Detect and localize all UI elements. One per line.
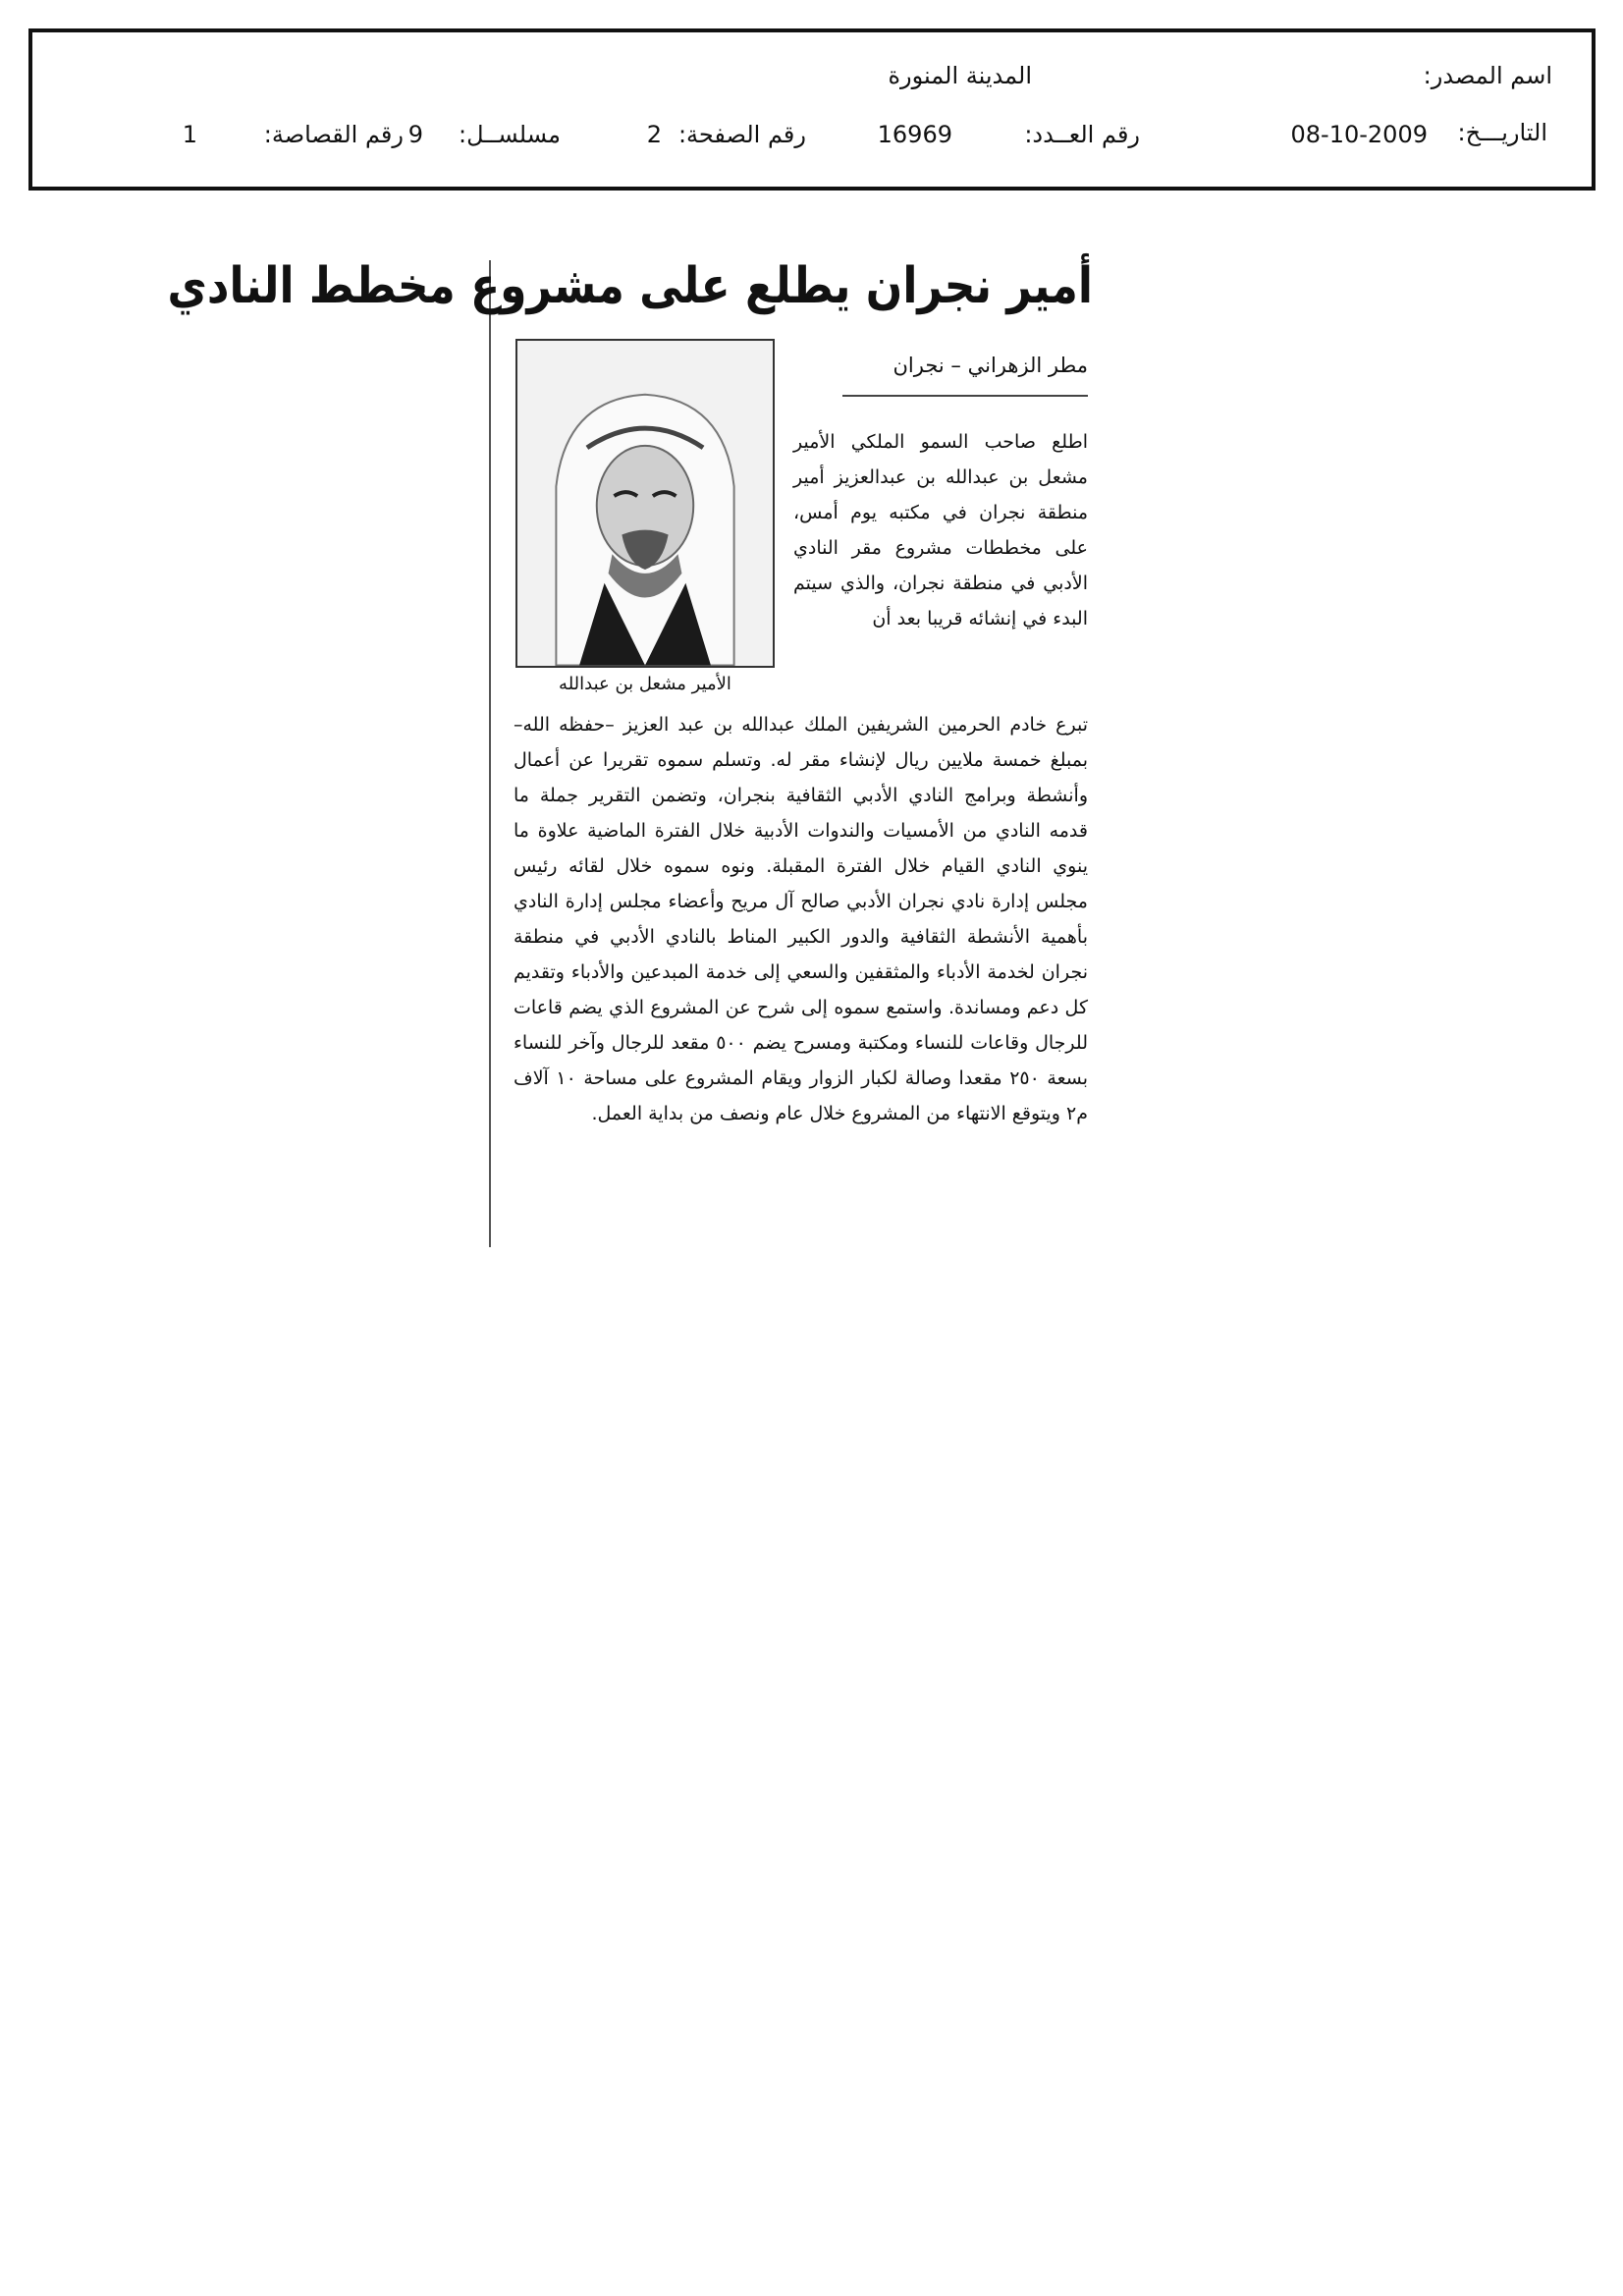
date-label: التاريـــخ: [1457,119,1547,146]
page-value: 2 [646,121,662,148]
article [167,257,1098,1249]
page-label: رقم الصفحة: [677,121,806,148]
source-label: اسم المصدر: [1423,62,1552,89]
clipping-value: 1 [182,121,197,148]
photo-caption: الأمير مشعل بن عبدالله [559,674,731,694]
byline-divider [842,395,1088,397]
body-paragraph: تبرع خادم الحرمين الشريفين الملك عبدالله بن عبد العزيز –حفظه الله– بمبلغ خمسة ملايين ريال لإنشاء مقر له. وتسلم سموه تقريرا عن أعمال وأنشطة وبرامج النادي الأدبي الثقافية بنجران، وتضمن التقرير جملة ما قدمه النادي من الأمسيات والندوات الأدبية خلال الفترة الماضية علاوة ما ينوي النادي القيام خلال الفترة المقبلة. ونوه سموه خلال لقائه رئيس مجلس إدارة نادي نجران الأدبي صالح آل مريح وأعضاء مجلس إدارة النادي بأهمية الأنشطة الثقافية والدور الكبير المناط بالنادي الأدبي في منطقة نجران لخدمة الأدباء والمثقفين والسعي إلى خدمة المبدعين والأدباء وتقديم كل دعم ومساندة. واستمع سموه إلى شرح عن المشروع الذي يضم قاعات للرجال وقاعات للنساء ومكتبة ومسرح يضم ٥٠٠ مقعد للرجال وآخر للنساء بسعة ٢٥٠ مقعدا وصالة لكبار الزوار ويقام المشروع على مساحة ١٠ آلاف م٢ ويتوقع الانتهاء من المشروع خلال عام ونصف من بداية العمل. [514,714,1088,1124]
clipping-label: رقم القصاصة: [263,121,404,148]
serial-value: 9 [407,121,423,148]
source-value: المدينة المنورة [888,62,1032,89]
byline: مطر الزهراني – نجران [893,354,1088,377]
clipping-header [28,28,1596,191]
issue-label: رقم العــدد: [1024,121,1140,148]
issue-value: 16969 [877,121,952,148]
date-value: 08-10-2009 [1290,121,1428,148]
lead-paragraph: اطلع صاحب السمو الملكي الأمير مشعل بن عبدالله بن عبدالعزيز أمير منطقة نجران في مكتبه يوم أمس، على مخططات مشروع مقر النادي الأدبي في منطقة نجران، والذي سيتم البدء في إنشائه قريبا بعد أن [793,431,1088,629]
portrait-photo [515,339,775,668]
portrait-image [517,341,773,666]
headline: أمير نجران يطلع على مشروع مخطط النادي [167,257,1093,315]
serial-label: مسلســل: [459,121,561,148]
